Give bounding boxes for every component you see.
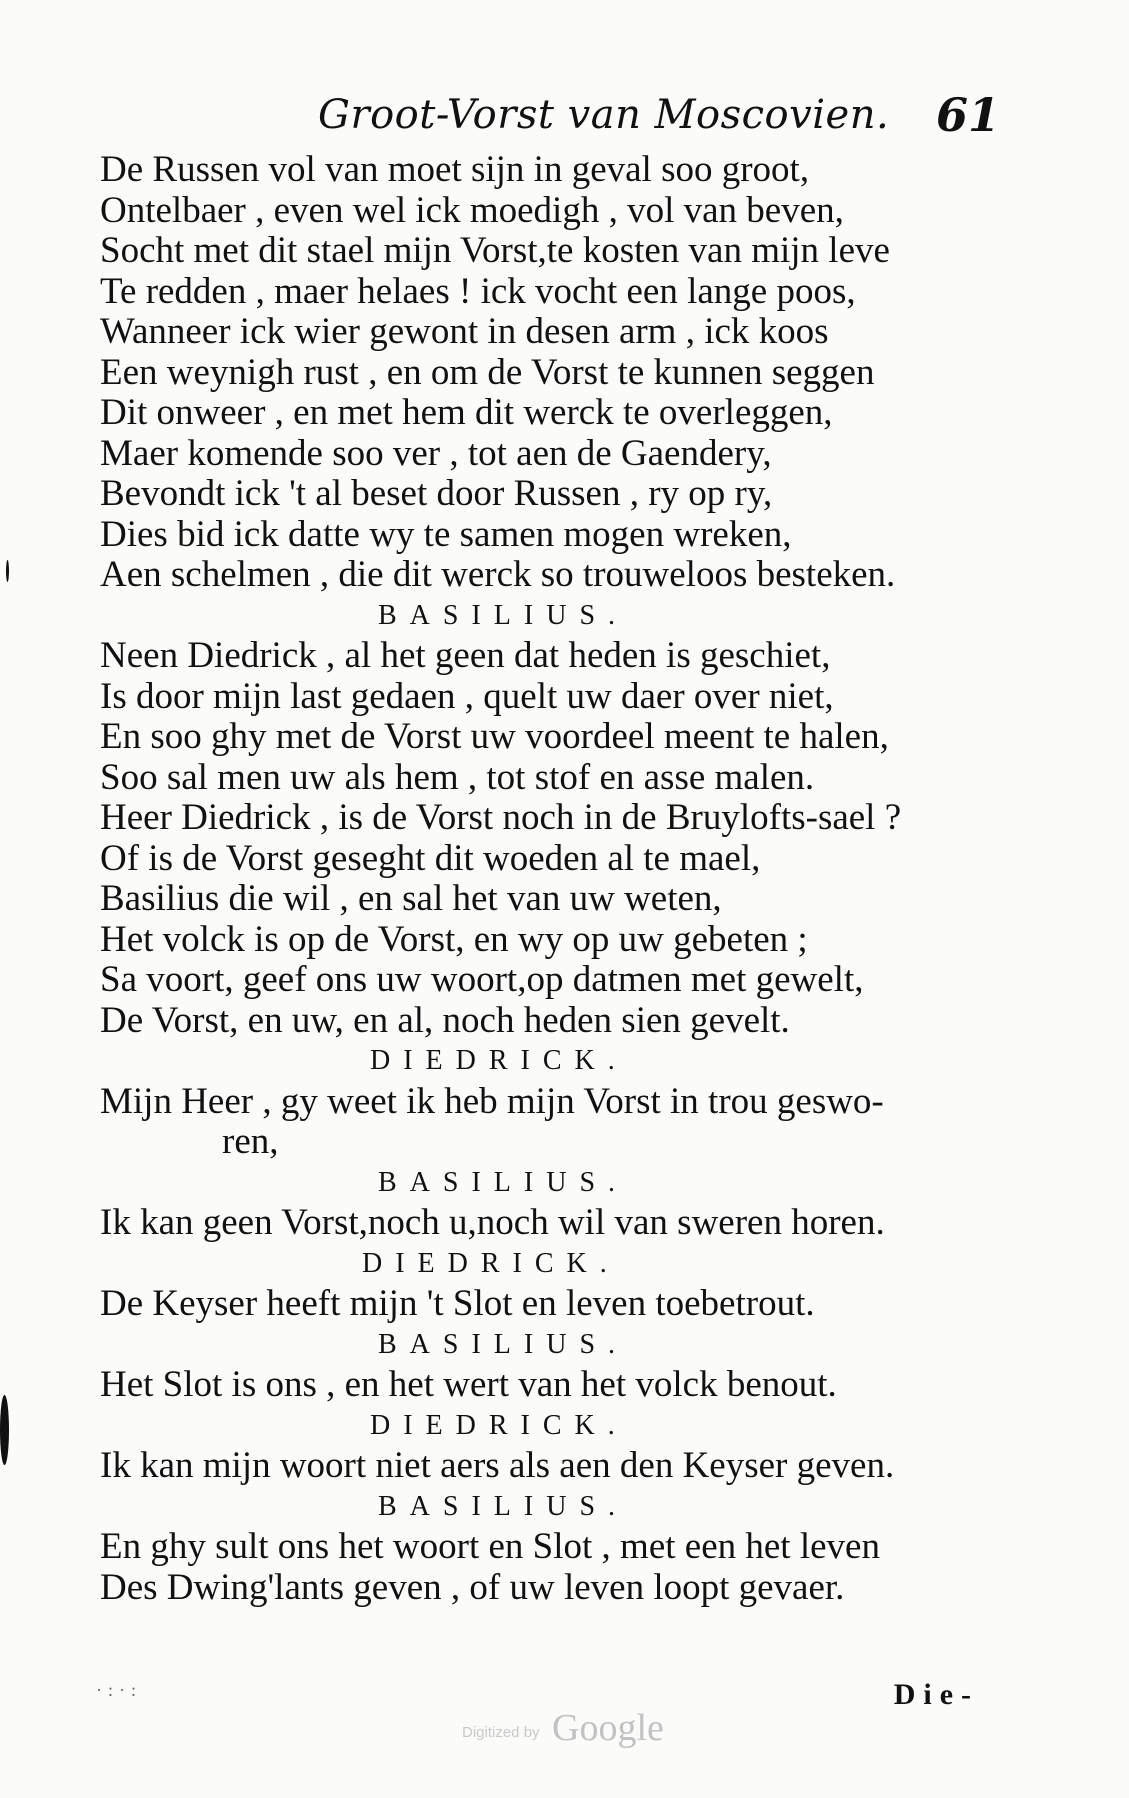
verse-line: Wanneer ick wier gewont in desen arm , ick koos [100, 311, 829, 352]
verse-line: Neen Diedrick , al het geen dat heden is geschiet, [100, 635, 831, 676]
speaker-heading: BASILIUS. [378, 599, 629, 631]
verse-line: Het Slot is ons , en het wert van het volck benout. [100, 1364, 837, 1405]
page-number: 61 [936, 88, 1001, 142]
verse-line: Maer komende soo ver , tot aen de Gaendery, [100, 432, 772, 474]
verse-line: Aen schelmen , die dit werck so trouweloos besteken. [100, 554, 896, 595]
verse-line: Ontelbaer , even wel ick moedigh , vol van beven, [100, 189, 844, 231]
verse-line: Socht met dit stael mijn Vorst,te kosten van mijn leve [100, 230, 890, 271]
verse-line: Soo sal men uw als hem , tot stof en asse malen. [100, 756, 815, 798]
verse-line: Dit onweer , en met hem dit werck te overleggen, [100, 392, 833, 433]
verse-line: Is door mijn last gedaen , quelt uw daer over niet, [100, 675, 834, 717]
verse-line: En ghy sult ons het woort en Slot , met een het leven [100, 1526, 880, 1567]
verse-line: Ik kan geen Vorst,noch u,noch wil van sweren horen. [100, 1202, 885, 1243]
play-text [100, 150, 1000, 1608]
digitization-watermark [462, 1704, 702, 1754]
speaker-heading: BASILIUS. [378, 1490, 629, 1522]
speaker-heading: BASILIUS. [378, 1328, 629, 1360]
verse-line: Een weynigh rust , en om de Vorst te kunnen seggen [100, 351, 875, 393]
watermark-brand: Google [552, 1707, 664, 1749]
speaker-heading: DIEDRICK. [362, 1247, 620, 1279]
speaker-heading: DIEDRICK. [370, 1045, 628, 1076]
verse-line-continuation: ren, [222, 1121, 279, 1162]
verse-line: Mijn Heer , gy weet ik heb mijn Vorst in trou geswo- [100, 1080, 884, 1122]
running-head [0, 88, 1129, 144]
print-speck: ·:·:​ [96, 1680, 142, 1700]
verse-line: De Russen vol van moet sijn in geval soo groot, [100, 149, 810, 190]
verse-line: De Vorst, en uw, en al, noch heden sien gevelt. [100, 999, 790, 1041]
verse-line: Sa voort, geef ons uw woort,op datmen met gewelt, [100, 959, 864, 1000]
verse-line: Ik kan mijn woort niet aers als aen den Keyser geven. [100, 1445, 895, 1486]
running-title: Groot-Vorst van Moscovien. [318, 92, 890, 138]
verse-line: Bevondt ick 't al beset door Russen , ry op ry, [100, 473, 773, 514]
page-edge-mark [6, 560, 9, 582]
verse-line: Dies bid ick datte wy te samen mogen wreken, [100, 513, 792, 555]
page-edge-mark [0, 1395, 9, 1465]
verse-line: Of is de Vorst geseght dit woeden al te mael, [100, 837, 761, 879]
verse-line: De Keyser heeft mijn 't Slot en leven toebetrout. [100, 1283, 815, 1324]
catchword: Die- [893, 1678, 979, 1711]
watermark-prefix: Digitized by [462, 1724, 540, 1741]
verse-line: Heer Diedrick , is de Vorst noch in de Bruylofts-sael ? [100, 797, 902, 838]
verse-line: Te redden , maer helaes ! ick vocht een lange poos, [100, 270, 856, 312]
verse-line: Het volck is op de Vorst, en wy op uw gebeten ; [100, 918, 808, 960]
verse-line: Basilius die wil , en sal het van uw weten, [100, 878, 722, 919]
speaker-heading: DIEDRICK. [370, 1409, 628, 1441]
verse-line: Des Dwing'lants geven , of uw leven loopt gevaer. [100, 1566, 845, 1608]
verse-line: En soo ghy met de Vorst uw voordeel meent te halen, [100, 716, 889, 757]
speaker-heading: BASILIUS. [378, 1166, 629, 1198]
